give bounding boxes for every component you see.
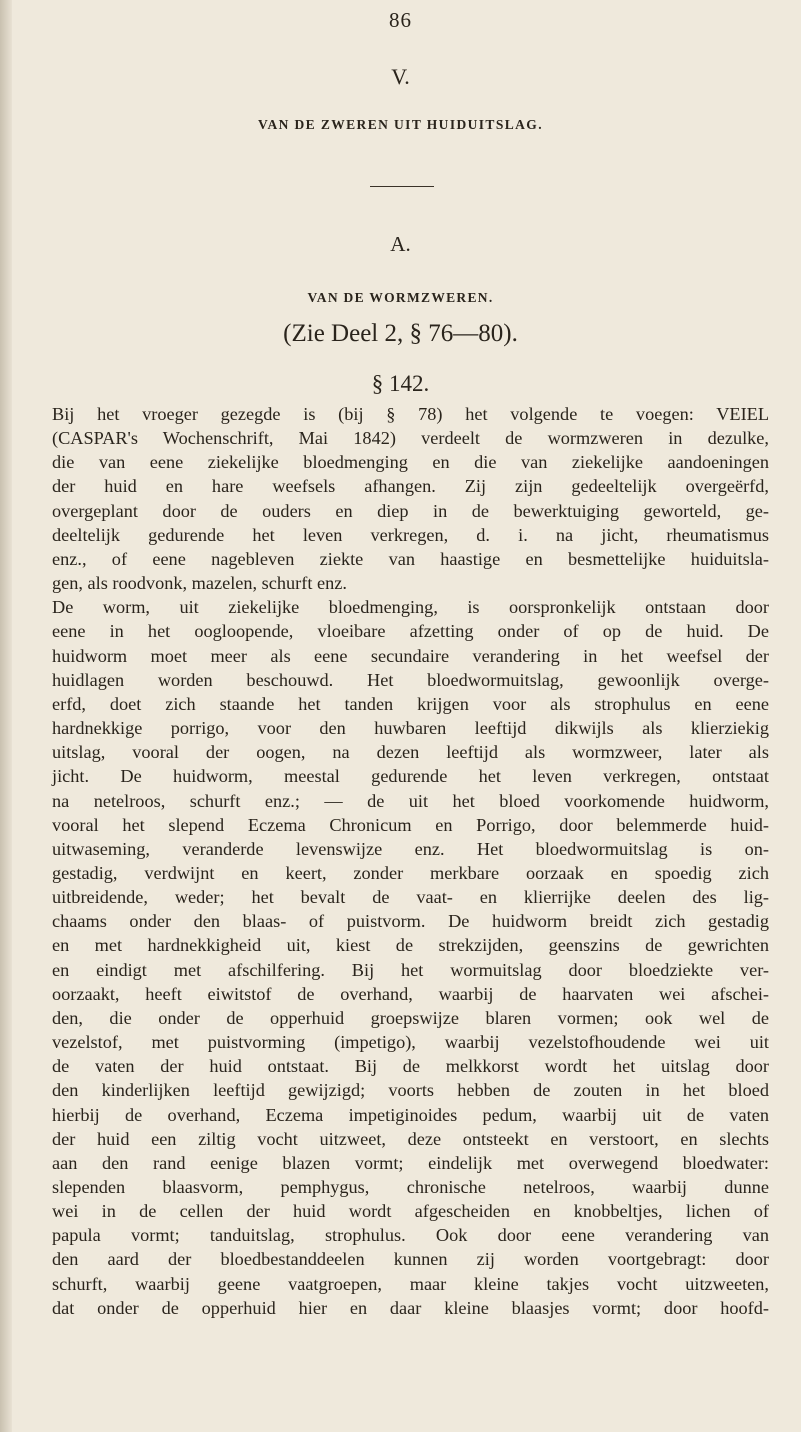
text-line: aan den rand eenige blazen vormt; eindelijk met overwegend bloedwater: — [52, 1152, 769, 1173]
paragraph-number: § 142. — [371, 371, 430, 396]
page-edge-shadow — [0, 0, 12, 1432]
cross-reference: (Zie Deel 2, § 76—80). — [283, 320, 518, 347]
text-line: De worm, uit ziekelijke bloedmenging, is oorspronkelijk ontstaan door — [52, 597, 769, 618]
text-line: erfd, doet zich staande het tanden krijgen voor als strophulus en eene — [52, 693, 769, 714]
page-number: 86 — [389, 8, 412, 32]
text-line: den aard der bloedbestanddeelen kunnen zij worden voortgebragt: door — [52, 1249, 769, 1270]
text-line: den kinderlijken leeftijd gewijzigd; voorts hebben de zouten in het bloed — [52, 1080, 769, 1101]
chapter-title: VAN DE ZWEREN UIT HUIDUITSLAG. — [258, 117, 543, 132]
text-line: dat onder de opperhuid hier en daar kleine blaasjes vormt; door hoofd- — [52, 1297, 769, 1318]
text-line: papula vormt; tanduitslag, strophulus. Ook door eene verandering van — [52, 1225, 769, 1246]
text-line: vezelstof, met puistvorming (impetigo), waarbij vezelstofhoudende wei uit — [52, 1032, 769, 1053]
text-line: overgeplant door de ouders en diep in de bewerktuiging geworteld, ge- — [52, 500, 769, 521]
text-line: schurft, waarbij geene vaatgroepen, maar kleine takjes vocht uitzweeten, — [52, 1273, 769, 1294]
text-line: gen, als roodvonk, mazelen, schurft enz. — [52, 573, 347, 594]
text-line: hardnekkige porrigo, voor den huwbaren leeftijd dikwijls als klierziekig — [52, 718, 769, 739]
text-line: (CASPAR's Wochenschrift, Mai 1842) verdeelt de wormzweren in dezulke, — [52, 428, 769, 449]
text-line: die van eene ziekelijke bloedmenging en die van ziekelijke aandoeningen — [52, 452, 769, 473]
text-line: hierbij de overhand, Eczema impetiginoides pedum, waarbij uit de vaten — [52, 1104, 769, 1125]
text-line: na netelroos, schurft enz.; — de uit het bloed voorkomende huidworm, — [52, 790, 769, 811]
text-line: eene in het oogloopende, vloeibare afzetting onder of op de huid. De — [52, 621, 769, 642]
text-line: uitbreidende, weder; het bevalt de vaat- en klierrijke deelen des lig- — [52, 887, 769, 908]
text-line: den, die onder de opperhuid groepswijze blaren vormen; ook wel de — [52, 1007, 769, 1028]
chapter-number: V. — [391, 64, 410, 89]
text-line: der huid een ziltig vocht uitzweet, deze ontsteekt en verstoort, en slechts — [52, 1128, 769, 1149]
text-line: enz., of eene nagebleven ziekte van haastige en besmettelijke huiduitsla- — [52, 548, 769, 569]
text-line: uitwaseming, veranderde levenswijze enz. Het bloedwormuitslag is on- — [52, 838, 769, 859]
body-text — [52, 402, 769, 1320]
text-line: gestadig, verdwijnt en keert, zonder merkbare oorzaak en spoedig zich — [52, 862, 769, 883]
divider-rule — [370, 186, 434, 187]
text-line: wei in de cellen der huid wordt afgescheiden en knobbeltjes, lichen of — [52, 1201, 769, 1222]
text-line: huidworm moet meer als eene secundaire verandering in het weefsel der — [52, 645, 769, 666]
text-line: chaams onder den blaas- of puistvorm. De huidworm breidt zich gestadig — [52, 911, 769, 932]
text-line: vooral het slepend Eczema Chronicum en Porrigo, door belemmerde huid- — [52, 814, 769, 835]
text-line: huidlagen worden beschouwd. Het bloedwormuitslag, gewoonlijk overge- — [52, 669, 769, 690]
section-letter: A. — [390, 232, 411, 256]
section-title: VAN DE WORMZWEREN. — [307, 290, 494, 305]
text-line: en eindigt met afschilfering. Bij het wormuitslag door bloedziekte ver- — [52, 959, 769, 980]
text-line: Bij het vroeger gezegde is (bij § 78) het volgende te voegen: VEIEL — [52, 404, 769, 424]
text-line: slependen blaasvorm, pemphygus, chronische netelroos, waarbij dunne — [52, 1177, 769, 1197]
text-line: deeltelijk gedurende het leven verkregen, d. i. na jicht, rheumatismus — [52, 524, 769, 545]
text-line: en met hardnekkigheid uit, kiest de strekzijden, geenszins de gewrichten — [52, 935, 769, 956]
text-line: de vaten der huid ontstaat. Bij de melkkorst wordt het uitslag door — [52, 1056, 769, 1077]
text-line: der huid en hare weefsels afhangen. Zij zijn gedeeltelijk overgeërfd, — [52, 476, 769, 497]
text-line: uitslag, vooral der oogen, na dezen leeftijd als wormzweer, later als — [52, 742, 769, 763]
text-line: jicht. De huidworm, meestal gedurende het leven verkregen, ontstaat — [52, 766, 769, 787]
text-line: oorzaakt, heeft eiwitstof de overhand, waarbij de haarvaten wei afschei- — [52, 983, 769, 1004]
